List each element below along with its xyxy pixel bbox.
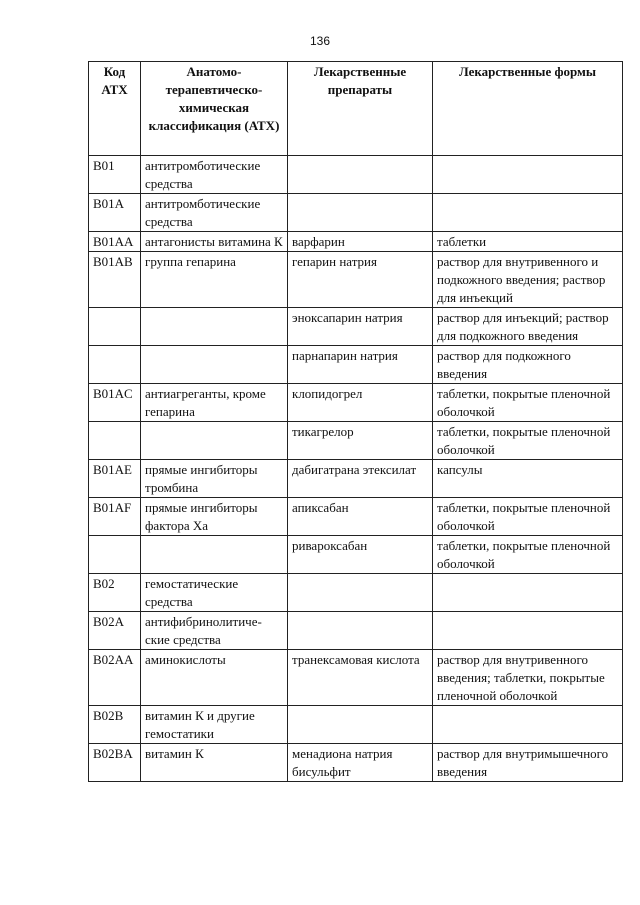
cell-code: B01AC bbox=[89, 384, 141, 422]
table-row bbox=[89, 612, 623, 650]
cell-drug: варфарин bbox=[288, 232, 433, 252]
cell-code: B01A bbox=[89, 194, 141, 232]
cell-code: B01AA bbox=[89, 232, 141, 252]
cell-class: антитромботические средства bbox=[141, 156, 288, 194]
cell-drug: транексамовая кислота bbox=[288, 650, 433, 706]
cell-code: B01AE bbox=[89, 460, 141, 498]
header-drugs: Лекарственные препараты bbox=[288, 62, 433, 156]
cell-class: гемостатические средства bbox=[141, 574, 288, 612]
cell-class: прямые ингибиторы тромбина bbox=[141, 460, 288, 498]
cell-class: витамин К bbox=[141, 744, 288, 782]
cell-form: раствор для внутривенного введения; таблетки, покрытые пленочной оболочкой bbox=[433, 650, 623, 706]
cell-code: B02 bbox=[89, 574, 141, 612]
page-number: 136 bbox=[309, 34, 331, 48]
cell-drug: клопидогрел bbox=[288, 384, 433, 422]
table-row bbox=[89, 460, 623, 498]
cell-code bbox=[89, 422, 141, 460]
cell-form bbox=[433, 156, 623, 194]
cell-drug: тикагрелор bbox=[288, 422, 433, 460]
cell-form: раствор для внутримышечного введения bbox=[433, 744, 623, 782]
cell-code: B01AB bbox=[89, 252, 141, 308]
header-code: Код АТХ bbox=[89, 62, 141, 156]
cell-form: раствор для подкожного введения bbox=[433, 346, 623, 384]
cell-code: B01 bbox=[89, 156, 141, 194]
table-header-row bbox=[89, 62, 623, 156]
cell-drug: эноксапарин натрия bbox=[288, 308, 433, 346]
cell-code bbox=[89, 308, 141, 346]
cell-drug bbox=[288, 706, 433, 744]
cell-drug: гепарин натрия bbox=[288, 252, 433, 308]
table-row bbox=[89, 574, 623, 612]
cell-code: B02AA bbox=[89, 650, 141, 706]
cell-class: аминокислоты bbox=[141, 650, 288, 706]
cell-form bbox=[433, 194, 623, 232]
cell-class: группа гепарина bbox=[141, 252, 288, 308]
table-row bbox=[89, 346, 623, 384]
table-row bbox=[89, 156, 623, 194]
header-forms: Лекарственные формы bbox=[433, 62, 623, 156]
cell-drug bbox=[288, 574, 433, 612]
cell-class: антагонисты витамина К bbox=[141, 232, 288, 252]
cell-form: раствор для внутривенного и подкожного введения; раствор для инъекций bbox=[433, 252, 623, 308]
table-row bbox=[89, 498, 623, 536]
table-row bbox=[89, 308, 623, 346]
cell-form bbox=[433, 612, 623, 650]
cell-form: таблетки, покрытые пленочной оболочкой bbox=[433, 384, 623, 422]
table-row bbox=[89, 384, 623, 422]
cell-form: таблетки, покрытые пленочной оболочкой bbox=[433, 498, 623, 536]
cell-class: витамин К и другие гемостатики bbox=[141, 706, 288, 744]
cell-form: таблетки, покрытые пленочной оболочкой bbox=[433, 422, 623, 460]
cell-drug: менадиона натрия бисульфит bbox=[288, 744, 433, 782]
cell-drug bbox=[288, 612, 433, 650]
cell-class bbox=[141, 346, 288, 384]
cell-form bbox=[433, 574, 623, 612]
header-classification: Анатомо-терапевтическо-химическая классификация (АТХ) bbox=[141, 62, 288, 156]
cell-class bbox=[141, 536, 288, 574]
cell-class: антиагреганты, кроме гепарина bbox=[141, 384, 288, 422]
cell-drug: апиксабан bbox=[288, 498, 433, 536]
cell-drug bbox=[288, 194, 433, 232]
cell-form: капсулы bbox=[433, 460, 623, 498]
cell-class bbox=[141, 422, 288, 460]
cell-drug: ривароксабан bbox=[288, 536, 433, 574]
table-row bbox=[89, 536, 623, 574]
cell-code bbox=[89, 346, 141, 384]
cell-code: B02BA bbox=[89, 744, 141, 782]
table-row bbox=[89, 232, 623, 252]
cell-code: B01AF bbox=[89, 498, 141, 536]
cell-code bbox=[89, 536, 141, 574]
cell-form: таблетки, покрытые пленочной оболочкой bbox=[433, 536, 623, 574]
table-row bbox=[89, 650, 623, 706]
atx-table bbox=[88, 61, 623, 782]
cell-form bbox=[433, 706, 623, 744]
cell-class bbox=[141, 308, 288, 346]
table-row bbox=[89, 706, 623, 744]
cell-form: раствор для инъекций; раствор для подкожного введения bbox=[433, 308, 623, 346]
table-row bbox=[89, 194, 623, 232]
cell-class: антифибринолитиче-ские средства bbox=[141, 612, 288, 650]
cell-drug bbox=[288, 156, 433, 194]
table-row bbox=[89, 744, 623, 782]
cell-class: прямые ингибиторы фактора Ха bbox=[141, 498, 288, 536]
cell-drug: парнапарин натрия bbox=[288, 346, 433, 384]
cell-class: антитромботические средства bbox=[141, 194, 288, 232]
table-row bbox=[89, 422, 623, 460]
cell-form: таблетки bbox=[433, 232, 623, 252]
cell-code: B02B bbox=[89, 706, 141, 744]
cell-code: B02A bbox=[89, 612, 141, 650]
cell-drug: дабигатрана этексилат bbox=[288, 460, 433, 498]
table-row bbox=[89, 252, 623, 308]
